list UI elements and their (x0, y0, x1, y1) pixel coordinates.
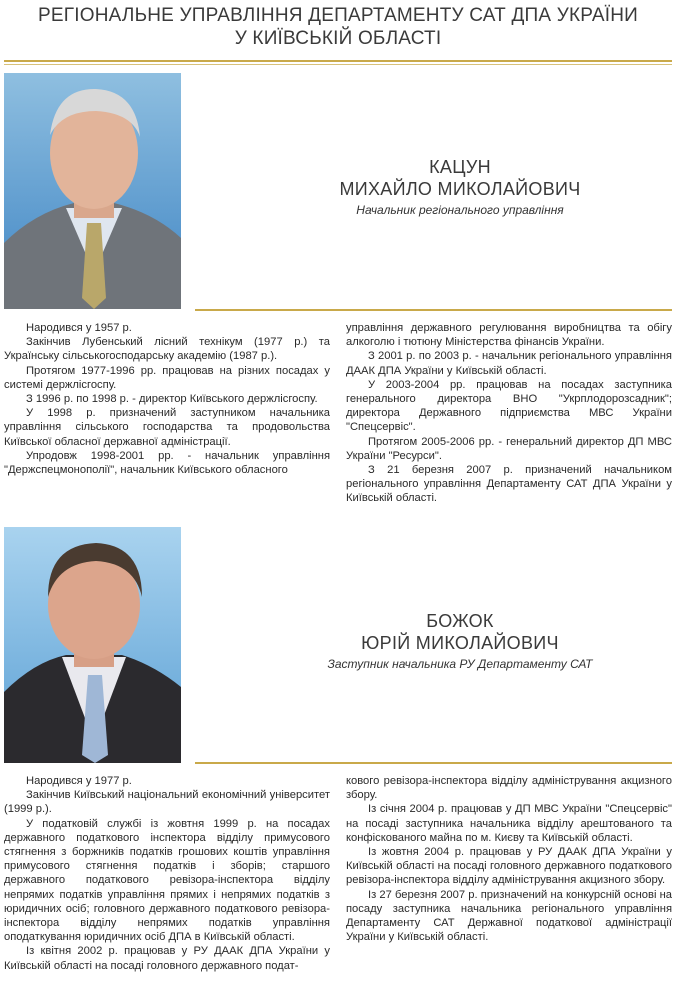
person1-position: Начальник регіонального управління (356, 203, 564, 217)
page-title (0, 4, 676, 50)
person1-divider (195, 309, 672, 311)
bio-paragraph: Закінчив Лубенський лісний технікум (1977 р.) та Українську сільськогосподарську академію (1987 р.). (4, 336, 330, 363)
bio-paragraph: Протягом 1977-1996 рр. працював на різних посадах у системі держлісгоспу. (4, 364, 330, 391)
person1-bio-left (4, 321, 330, 477)
bio-paragraph: З 1996 р. по 1998 р. - директор Київського держлісгоспу. (26, 393, 318, 406)
bio-paragraph: У 2003-2004 рр. працював на посадах заступника генерального директора ВНО "Укрплодорозсадник"; директора Державного підприємства МВС України "Спецсервіс". (346, 378, 672, 434)
person2-heading (270, 610, 650, 671)
bio-paragraph: управління державного регулювання виробництва та обігу алкоголю і тютюну Міністерства фінансів України. (346, 322, 672, 349)
bio-paragraph: З 2001 р. по 2003 р. - начальник регіонального управління ДААК ДПА України у Київській області. (346, 350, 672, 377)
bio-paragraph: Із квітня 2002 р. працював у РУ ДААК ДПА України у Київській області на посаді головного державного подат- (4, 945, 330, 972)
bio-paragraph: Протягом 2005-2006 рр. - генеральний директор ДП МВС України "Ресурси". (346, 435, 672, 462)
header-divider-thin (4, 64, 672, 65)
person1-given-names: МИХАЙЛО МИКОЛАЙОВИЧ (339, 179, 581, 199)
person2-position: Заступник начальника РУ Департаменту САТ (327, 657, 593, 671)
person2-bio-left (4, 774, 330, 973)
person1-heading (270, 156, 650, 217)
portrait-photo-2 (4, 527, 181, 763)
bio-paragraph: кового ревізора-інспектора відділу адміністрування акцизного збору. (346, 775, 672, 802)
header-divider (4, 60, 672, 62)
person2-given-names: ЮРІЙ МИКОЛАЙОВИЧ (361, 633, 559, 653)
bio-paragraph: У податковій службі із жовтня 1999 р. на посадах державного податкового інспектора відділу примусового стягнення з боржників податків грошових коштів управління примусового стягнення податків і зборів; старшого державного податкового ревізора-інспектора відділу непрямих податків управління прямих і непрямих податків з юридичних осіб; головного державного податкового ревізора-інспектора відділу непрямих податків управління оподаткування юридичних осіб ДПА в Київській області. (4, 817, 330, 944)
portrait-photo-1 (4, 73, 181, 309)
person1-bio-right (346, 321, 672, 506)
bio-paragraph: Із січня 2004 р. працював у ДП МВС України "Спецсервіс" на посаді заступника начальника відділу арештованого та конфіскованого майна по м. Києву та Київській області. (346, 803, 672, 844)
bio-paragraph: Із 27 березня 2007 р. призначений на конкурсній основі на посаду заступника начальника регіонального управління Департаменту САТ Державної податкової адміністрації України у Київській області. (346, 888, 672, 944)
person1-surname: КАЦУН (429, 157, 491, 177)
bio-paragraph: Закінчив Київський національний економічний університет (1999 р.). (4, 789, 330, 816)
bio-paragraph: З 21 березня 2007 р. призначений начальником регіонального управління Департаменту САТ ДПА України у Київській області. (346, 464, 672, 505)
person2-bio-right (346, 774, 672, 944)
bio-paragraph: У 1998 р. призначений заступником начальника управління сільського господарства та продовольства Київської обласної державної адміністрації. (4, 407, 330, 448)
bio-paragraph: Народився у 1957 р. (26, 322, 132, 334)
page-title-line1: РЕГІОНАЛЬНЕ УПРАВЛІННЯ ДЕПАРТАМЕНТУ САТ ДПА УКРАЇНИ (38, 5, 638, 26)
page-title-line2: У КИЇВСЬКІЙ ОБЛАСТІ (234, 28, 442, 49)
person2-surname: БОЖОК (426, 611, 494, 631)
bio-paragraph: Упродовж 1998-2001 рр. - начальник управління "Держспецмонополії", начальник Київського обласного (4, 449, 330, 477)
bio-paragraph: Народився у 1977 р. (26, 775, 132, 787)
bio-paragraph: Із жовтня 2004 р. працював у РУ ДААК ДПА України у Київській області на посаді головного державного податкового ревізора-інспектора відділу адміністрування акцизного збору. (346, 846, 672, 887)
person2-divider (195, 762, 672, 764)
